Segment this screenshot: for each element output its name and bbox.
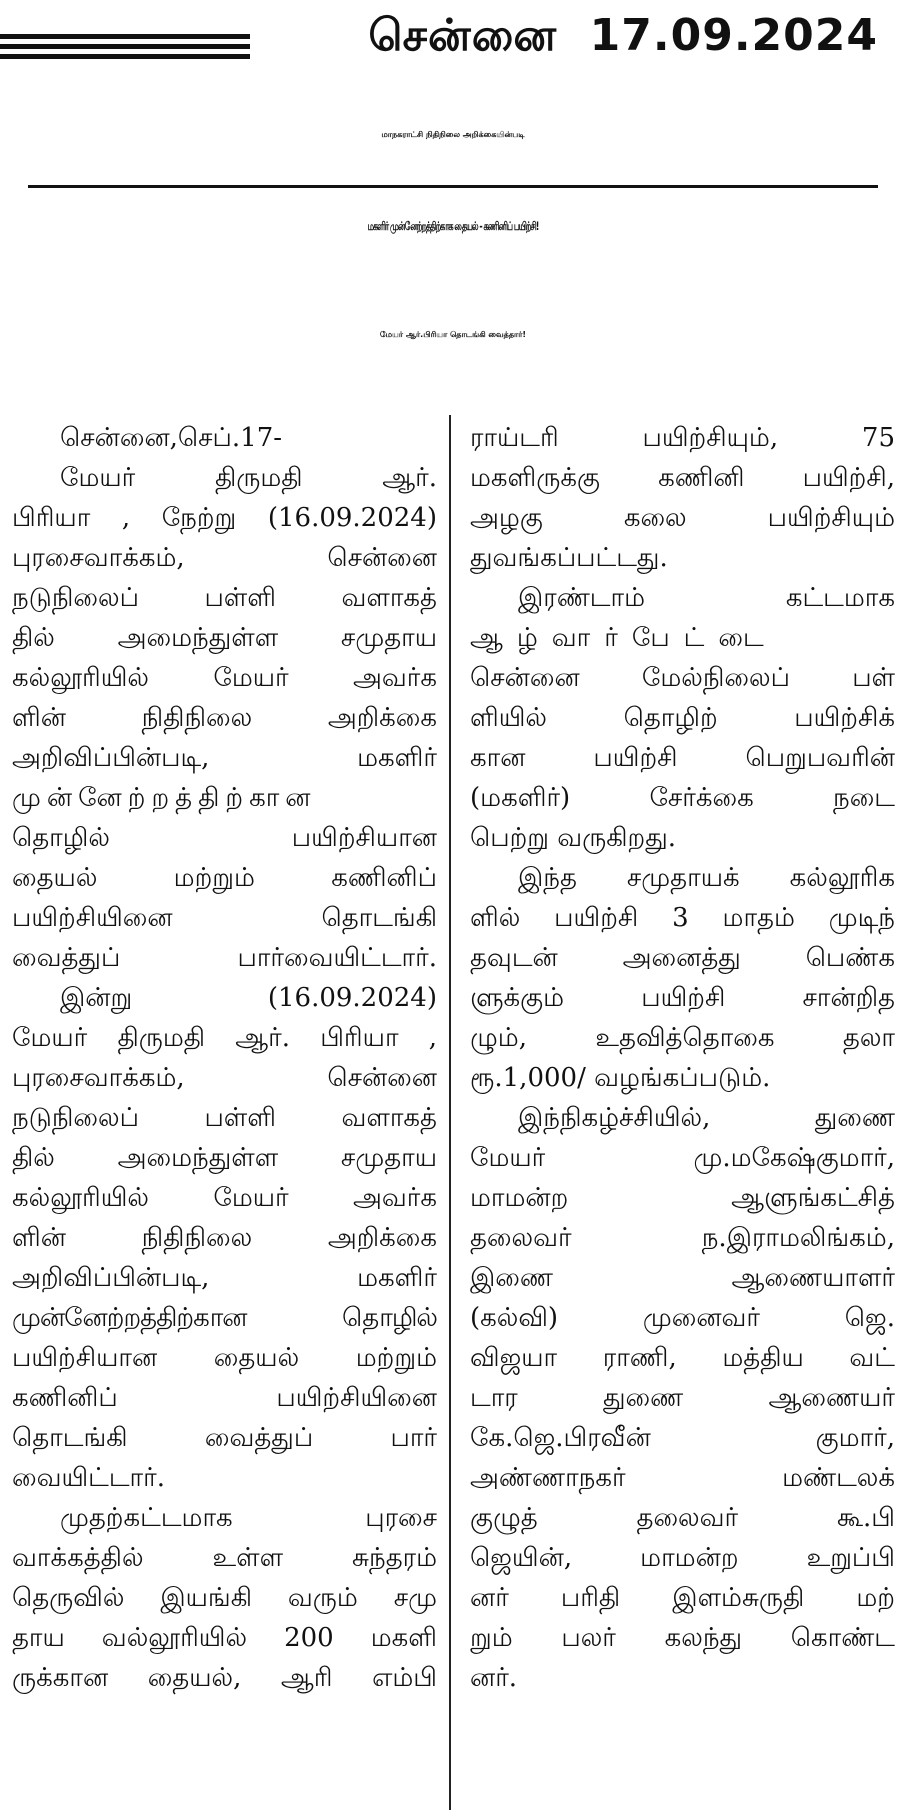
article-line: அறிவிப்பின்படி, மகளிர் bbox=[12, 1263, 437, 1293]
article-line: மகளிருக்கு கணினி பயிற்சி, bbox=[470, 463, 895, 493]
article-line: வையிட்டார். bbox=[12, 1463, 165, 1493]
article-line: புரசைவாக்கம், சென்னை bbox=[12, 543, 437, 573]
article-line: னர் பரிதி இளம்சுருதி மற் bbox=[470, 1583, 895, 1613]
kicker: மாநகராட்சி நிதிநிலை அறிக்கையின்படி bbox=[381, 130, 525, 139]
article-line: வாக்கத்தில் உள்ள சுந்தரம் bbox=[12, 1543, 437, 1573]
article-column-right bbox=[470, 418, 895, 1698]
article-line: நடுநிலைப் பள்ளி வளாகத் bbox=[12, 583, 437, 613]
article-line: ருக்கான தையல், ஆரி எம்பி bbox=[12, 1663, 437, 1693]
article-line: பயிற்சியான தையல் மற்றும் bbox=[12, 1343, 437, 1373]
article-line: (கல்வி) முனைவர் ஜெ. bbox=[470, 1303, 895, 1333]
article-line: இன்று (16.09.2024) bbox=[60, 983, 437, 1013]
article-line: முன்னேற்றத்திற்கான தொழில் bbox=[12, 1303, 437, 1333]
article-line: தில் அமைந்துள்ள சமுதாய bbox=[12, 623, 437, 653]
article-line: தொடங்கி வைத்துப் பார் bbox=[12, 1423, 437, 1453]
masthead-city-date: சென்னை 17.09.2024 bbox=[368, 10, 878, 61]
article-line: சென்னை மேல்நிலைப் பள் bbox=[470, 663, 895, 693]
article-line: தலைவர் ந.இராமலிங்கம், bbox=[470, 1223, 895, 1253]
masthead-rule bbox=[0, 54, 250, 59]
subhead: மேயர் ஆர்.பிரியா தொடங்கி வைத்தார்! bbox=[379, 330, 527, 339]
article-line: ழும், உதவித்தொகை தலா bbox=[470, 1023, 895, 1053]
article-line: னர். bbox=[470, 1663, 518, 1693]
article-line: ராய்டரி பயிற்சியும், 75 bbox=[470, 423, 895, 453]
article-line: துவங்கப்பட்டது. bbox=[470, 543, 668, 573]
article-line: அண்ணாநகர் மண்டலக் bbox=[470, 1463, 895, 1493]
article-line: தாய வல்லூரியில் 200 மகளி bbox=[12, 1623, 437, 1653]
article-line: இந்த சமுதாயக் கல்லூரிக bbox=[518, 863, 895, 893]
article-line: இரண்டாம் கட்டமாக bbox=[518, 583, 895, 613]
article-line: ளுக்கும் பயிற்சி சான்றித bbox=[470, 983, 895, 1013]
article-line: ஆழ்வார்பேட்டை bbox=[470, 623, 778, 653]
article-line: ரூ.1,000/ வழங்கப்படும். bbox=[470, 1063, 771, 1093]
article-line: மாமன்ற ஆளுங்கட்சித் bbox=[470, 1183, 895, 1213]
article-line: முதற்கட்டமாக புரசை bbox=[60, 1503, 437, 1533]
article-line: தையல் மற்றும் கணினிப் bbox=[12, 863, 437, 893]
article-line: இணை ஆணையாளர் bbox=[470, 1263, 895, 1293]
column-divider bbox=[449, 415, 451, 1810]
article-line: முன்னேற்றத்திற்கான bbox=[12, 783, 317, 813]
article-line: குழுத் தலைவர் கூ.பி bbox=[470, 1503, 895, 1533]
article-line: சென்னை,செப்.17- bbox=[60, 423, 283, 453]
article-line: அழகு கலை பயிற்சியும் bbox=[470, 503, 895, 533]
article-line: பயிற்சியினை தொடங்கி bbox=[12, 903, 437, 933]
article-line: பெற்று வருகிறது. bbox=[470, 823, 677, 853]
article-line: டார துணை ஆணையர் bbox=[470, 1383, 895, 1413]
article-line: பிரியா , நேற்று (16.09.2024) bbox=[12, 503, 437, 533]
article-line: தவுடன் அனைத்து பெண்க bbox=[470, 943, 895, 973]
article-line: தொழில் பயிற்சியான bbox=[12, 823, 437, 853]
article-line: அறிவிப்பின்படி, மகளிர் bbox=[12, 743, 437, 773]
masthead-rule bbox=[0, 34, 250, 39]
article-line: ஜெயின், மாமன்ற உறுப்பி bbox=[470, 1543, 895, 1573]
article-line: தில் அமைந்துள்ள சமுதாய bbox=[12, 1143, 437, 1173]
article-line: மேயர் திருமதி ஆர். bbox=[60, 463, 437, 493]
article-line: கல்லூரியில் மேயர் அவர்க bbox=[12, 663, 437, 693]
article-line: இந்நிகழ்ச்சியில், துணை bbox=[518, 1103, 895, 1133]
article-line: ளியில் தொழிற் பயிற்சிக் bbox=[470, 703, 895, 733]
article-line: கே.ஜெ.பிரவீன் குமார், bbox=[470, 1423, 895, 1453]
article-line: வைத்துப் பார்வையிட்டார். bbox=[12, 943, 437, 973]
article-line: ளின் நிதிநிலை அறிக்கை bbox=[12, 703, 437, 733]
masthead-rule bbox=[0, 44, 250, 49]
article-line: ளில் பயிற்சி 3 மாதம் முடிந் bbox=[470, 903, 895, 933]
article-line: கல்லூரியில் மேயர் அவர்க bbox=[12, 1183, 437, 1213]
article-line: புரசைவாக்கம், சென்னை bbox=[12, 1063, 437, 1093]
article-line: ளின் நிதிநிலை அறிக்கை bbox=[12, 1223, 437, 1253]
headline: மகளிர் முன்னேற்றத்திற்காக தையல் - கணினிப் பயிற்சி! bbox=[367, 220, 539, 234]
article-line: நடுநிலைப் பள்ளி வளாகத் bbox=[12, 1103, 437, 1133]
article-line: கான பயிற்சி பெறுபவரின் bbox=[470, 743, 895, 773]
article-line: (மகளிர்) சேர்க்கை நடை bbox=[470, 783, 895, 813]
article-line: தெருவில் இயங்கி வரும் சமு bbox=[12, 1583, 437, 1613]
masthead bbox=[0, 0, 906, 90]
article-line: கணினிப் பயிற்சியினை bbox=[12, 1383, 437, 1413]
article-line: விஜயா ராணி, மத்திய வட் bbox=[470, 1343, 895, 1373]
article-column-left bbox=[12, 418, 437, 1698]
kicker-rule bbox=[28, 185, 878, 188]
article-line: றும் பலர் கலந்து கொண்ட bbox=[470, 1623, 895, 1653]
article-line: மேயர் மு.மகேஷ்குமார், bbox=[470, 1143, 895, 1173]
article-line: மேயர் திருமதி ஆர். பிரியா , bbox=[12, 1023, 437, 1053]
